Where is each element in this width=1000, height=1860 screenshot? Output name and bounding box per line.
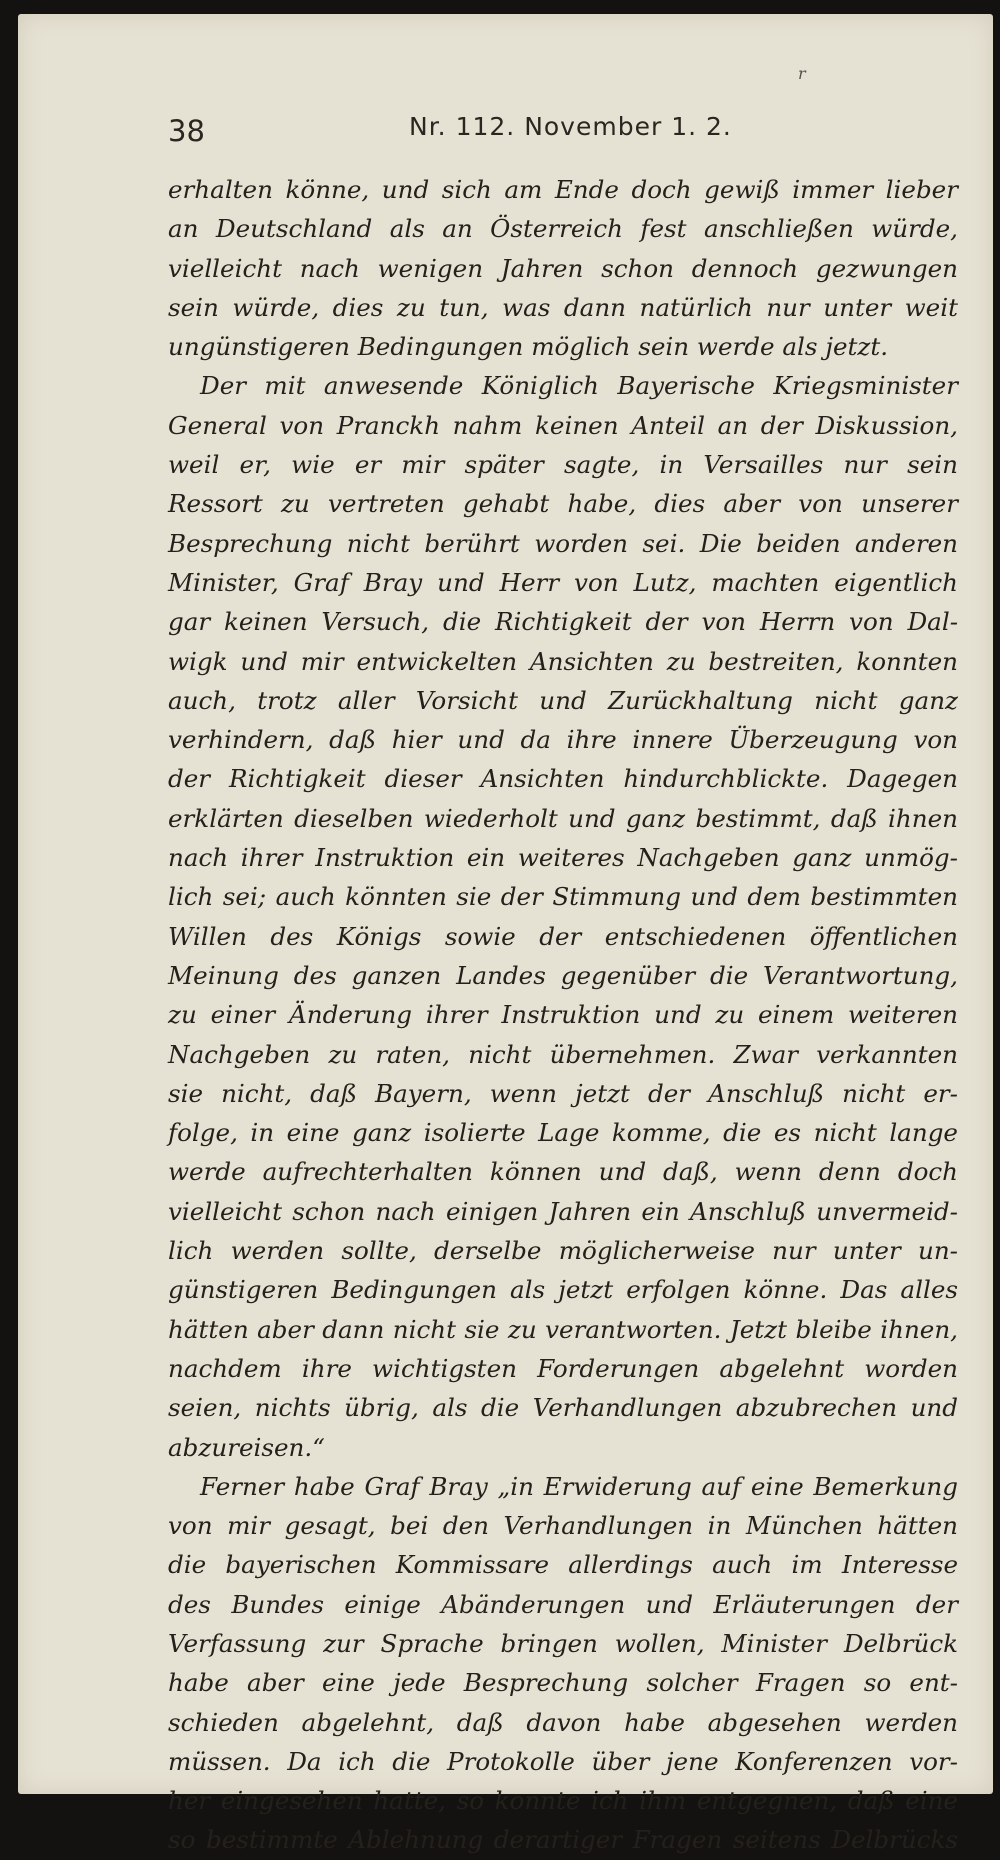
body-text: [168, 170, 958, 1860]
stray-pencil-mark: r: [798, 64, 806, 83]
page-header: [168, 108, 958, 148]
text-line: lich sei; auch könnten sie der Stimmung und dem bestimmten: [168, 882, 958, 912]
text-line: so bestimmte Ablehnung derartiger Fragen seitens Delbrücks: [168, 1825, 958, 1855]
text-line: sie nicht, daß Bayern, wenn jetzt der Anschluß nicht er-: [168, 1078, 958, 1108]
running-head: Nr. 112. November 1. 2.: [409, 112, 732, 141]
text-line: müssen. Da ich die Protokolle über jene Konferenzen vor-: [168, 1746, 958, 1776]
text-line: Minister, Graf Bray und Herr von Lutz, machten eigentlich: [168, 567, 958, 597]
text-line: günstigeren Bedingungen als jetzt erfolgen könne. Das alles: [168, 1275, 958, 1305]
text-line: habe aber eine jede Besprechung solcher Fragen so ent-: [168, 1668, 958, 1698]
text-line: Der mit anwesende Königlich Bayerische Kriegsminister: [200, 371, 958, 401]
text-line: hätten aber dann nicht sie zu verantworten. Jetzt bleibe ihnen,: [168, 1314, 958, 1344]
text-line: General von Pranckh nahm keinen Anteil an der Diskussion,: [168, 410, 958, 440]
text-line: sein würde, dies zu tun, was dann natürlich nur unter weit: [168, 292, 958, 322]
text-line: Verfassung zur Sprache bringen wollen, Minister Delbrück: [168, 1628, 958, 1658]
text-line: Ressort zu vertreten gehabt habe, dies aber von unserer: [168, 489, 958, 519]
text-line: nach ihrer Instruktion ein weiteres Nachgeben ganz unmög-: [168, 843, 958, 873]
page-number: 38: [168, 114, 205, 148]
text-line: erklärten dieselben wiederholt und ganz bestimmt, daß ihnen: [168, 803, 958, 833]
text-line: zu einer Änderung ihrer Instruktion und zu einem weiteren: [168, 1000, 958, 1030]
text-line: her eingesehen hatte, so konnte ich ihm entgegnen, daß eine: [168, 1786, 958, 1816]
text-line: an Deutschland als an Österreich fest anschließen würde,: [168, 214, 958, 244]
text-line: Meinung des ganzen Landes gegenüber die Verantwortung,: [168, 960, 958, 990]
text-line: werde aufrechterhalten können und daß, wenn denn doch: [168, 1157, 958, 1187]
text-line: abzureisen.“: [168, 1432, 325, 1462]
text-line: auch, trotz aller Vorsicht und Zurückhaltung nicht ganz: [168, 685, 958, 715]
text-line: vielleicht nach wenigen Jahren schon dennoch gezwungen: [168, 253, 958, 283]
text-line: weil er, wie er mir später sagte, in Versailles nur sein: [168, 450, 958, 480]
text-line: Besprechung nicht berührt worden sei. Die beiden anderen: [168, 528, 958, 558]
text-line: der Richtigkeit dieser Ansichten hindurchblickte. Dagegen: [168, 764, 958, 794]
text-line: Ferner habe Graf Bray „in Erwiderung auf eine Bemerkung: [200, 1471, 958, 1501]
text-line: nachdem ihre wichtigsten Forderungen abgelehnt worden: [168, 1353, 958, 1383]
text-line: schieden abgelehnt, daß davon habe abgesehen werden: [168, 1707, 958, 1737]
text-line: ungünstigeren Bedingungen möglich sein werde als jetzt.: [168, 332, 889, 362]
text-line: Nachgeben zu raten, nicht übernehmen. Zwar verkannten: [168, 1039, 958, 1069]
text-line: gar keinen Versuch, die Richtigkeit der von Herrn von Dal-: [168, 607, 958, 637]
text-line: die bayerischen Kommissare allerdings auch im Interesse: [168, 1550, 958, 1580]
text-line: seien, nichts übrig, als die Verhandlungen abzubrechen und: [168, 1393, 958, 1423]
text-line: folge, in eine ganz isolierte Lage komme, die es nicht lange: [168, 1118, 958, 1148]
text-line: verhindern, daß hier und da ihre innere Überzeugung von: [168, 725, 958, 755]
text-line: lich werden sollte, derselbe möglicherweise nur unter un-: [168, 1236, 958, 1266]
text-line: wigk und mir entwickelten Ansichten zu bestreiten, konnten: [168, 646, 958, 676]
text-line: Willen des Königs sowie der entschiedenen öffentlichen: [168, 921, 958, 951]
text-line: des Bundes einige Abänderungen und Erläuterungen der: [168, 1589, 958, 1619]
text-line: vielleicht schon nach einigen Jahren ein Anschluß unvermeid-: [168, 1196, 958, 1226]
text-line: erhalten könne, und sich am Ende doch gewiß immer lieber: [168, 175, 958, 204]
text-line: von mir gesagt, bei den Verhandlungen in München hätten: [168, 1511, 958, 1541]
